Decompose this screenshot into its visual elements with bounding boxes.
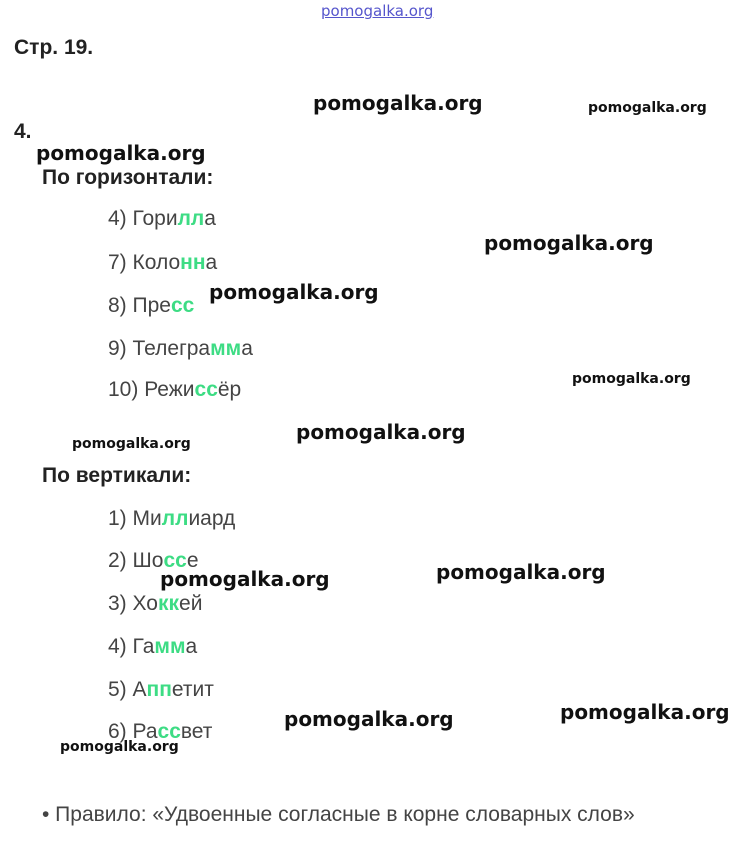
answer-item — [108, 207, 216, 231]
word-part: иард — [188, 507, 236, 530]
word-part: Ми — [132, 507, 162, 530]
item-number: 5) — [108, 678, 127, 701]
answer-item — [108, 337, 253, 361]
word-part: а — [204, 207, 216, 230]
word-part: Пре — [132, 294, 171, 317]
watermark: pomogalka.org — [209, 280, 379, 304]
watermark: pomogalka.org — [560, 700, 730, 724]
word-part: вет — [180, 720, 213, 743]
word-part: Режи — [144, 378, 195, 401]
watermark-top: pomogalka.org — [321, 2, 434, 20]
answer-item — [108, 635, 197, 659]
item-number: 8) — [108, 294, 127, 317]
task-number: 4. — [14, 120, 32, 143]
watermark: pomogalka.org — [36, 141, 206, 165]
double-consonant: мм — [210, 337, 242, 360]
answer-item — [108, 678, 214, 702]
double-consonant: нн — [180, 251, 206, 274]
word-part: Хо — [132, 592, 158, 615]
double-consonant: мм — [154, 635, 186, 658]
watermark: pomogalka.org — [588, 100, 707, 116]
item-number: 10) — [108, 378, 139, 401]
rule-text: • Правило: «Удвоенные согласные в корне словарных слов» — [42, 803, 635, 826]
watermark: pomogalka.org — [72, 436, 191, 452]
answer-item — [108, 251, 217, 275]
double-consonant: сс — [157, 720, 181, 743]
watermark: pomogalka.org — [436, 560, 606, 584]
item-number: 7) — [108, 251, 127, 274]
word-part: Телегра — [132, 337, 211, 360]
double-consonant: сс — [170, 294, 195, 317]
section-title-vertical: По вертикали: — [42, 464, 192, 487]
word-part: Гори — [132, 207, 178, 230]
item-number: 4) — [108, 635, 127, 658]
item-number: 6) — [108, 720, 127, 743]
word-part: а — [205, 251, 218, 274]
watermark: pomogalka.org — [160, 567, 330, 591]
section-title-horizontal: По горизонтали: — [42, 166, 214, 189]
word-part: Коло — [132, 251, 181, 274]
watermark: pomogalka.org — [296, 420, 466, 444]
word-part: ёр — [217, 378, 242, 401]
double-consonant: лл — [177, 207, 205, 230]
item-number: 4) — [108, 207, 127, 230]
word-part: етит — [171, 678, 214, 701]
watermark: pomogalka.org — [572, 371, 691, 387]
word-part: е — [186, 549, 199, 572]
item-number: 1) — [108, 507, 127, 530]
word-part: Ра — [132, 720, 158, 743]
watermark: pomogalka.org — [313, 91, 483, 115]
double-consonant: пп — [146, 678, 172, 701]
watermark: pomogalka.org — [284, 707, 454, 731]
page-label: Стр. 19. — [14, 36, 94, 59]
word-part: а — [185, 635, 198, 658]
word-part: а — [241, 337, 253, 360]
answer-item — [108, 507, 235, 531]
word-part: ей — [179, 592, 203, 615]
double-consonant: лл — [161, 507, 189, 530]
answer-item — [108, 378, 241, 402]
double-consonant: кк — [157, 592, 180, 615]
item-number: 3) — [108, 592, 127, 615]
answer-item — [108, 592, 202, 616]
word-part: Га — [132, 635, 155, 658]
watermark: pomogalka.org — [60, 739, 179, 755]
double-consonant: сс — [163, 549, 187, 572]
word-part: А — [132, 678, 147, 701]
watermark: pomogalka.org — [484, 231, 654, 255]
double-consonant: сс — [194, 378, 218, 401]
item-number: 9) — [108, 337, 127, 360]
word-part: Шо — [132, 549, 164, 572]
answer-item — [108, 294, 194, 318]
item-number: 2) — [108, 549, 127, 572]
